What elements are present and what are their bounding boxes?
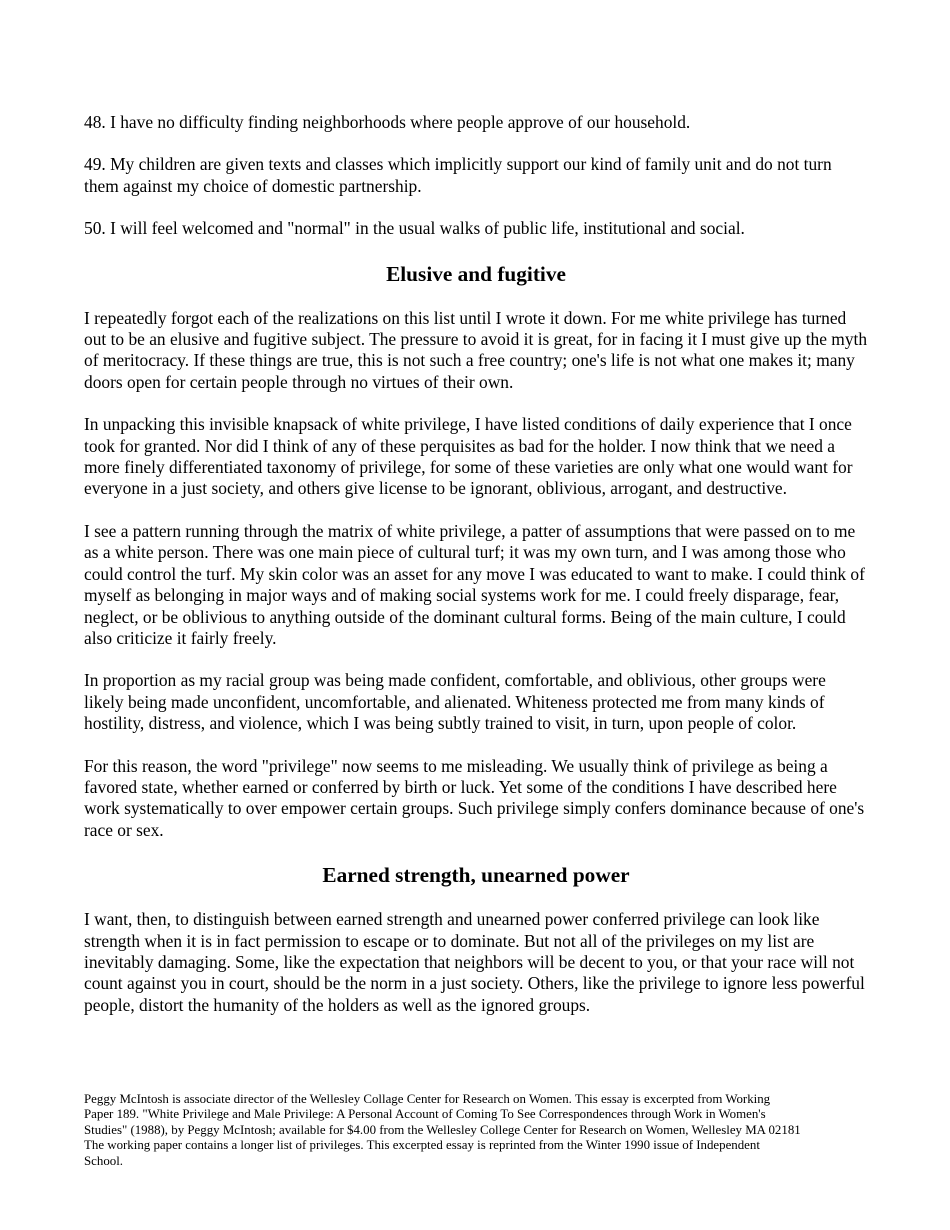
section-heading-elusive: Elusive and fugitive — [386, 261, 566, 286]
paragraph: I want, then, to distinguish between earned strength and unearned power conferred privilege can look like strength when it is in fact permission to escape or to dominate. But not all of the privileges on my list are inevitably damaging. Some, like the expectation that neighbors will be decent to you, or that your race will not count against you in court, should be the norm in a just society. Others, like the privilege to ignore less powerful people, distort the humanity of the holders as well as the ignored groups. — [84, 909, 865, 1015]
paragraph: In unpacking this invisible knapsack of white privilege, I have listed conditions of daily experience that I once took for granted. Nor did I think of any of these perquisites as bad for the holder. I now think that we need a more finely differentiated taxonomy of privilege, for some of these varieties are only what one would want for everyone in a just society, and others give license to be ignorant, oblivious, arrogant, and destructive. — [84, 414, 853, 499]
list-item-49: 49. My children are given texts and classes which implicitly support our kind of family unit and do not turn them against my choice of domestic partnership. — [84, 154, 832, 196]
document-page — [84, 112, 868, 1037]
list-item-50: 50. I will feel welcomed and "normal" in the usual walks of public life, institutional and social. — [84, 218, 745, 239]
footnote-line: Peggy McIntosh is associate director of the Wellesley Collage Center for Research on Women. This essay is excerpted from Working — [84, 1092, 771, 1106]
paragraph: In proportion as my racial group was being made confident, comfortable, and oblivious, other groups were likely being made unconfident, uncomfortable, and alienated. Whiteness protected me from many kinds of hostility, distress, and violence, which I was being subtly trained to visit, in turn, upon people of color. — [84, 670, 826, 734]
list-item-48: 48. I have no difficulty finding neighborhoods where people approve of our household. — [84, 112, 691, 132]
footnote — [84, 1092, 868, 1168]
footnote-line: The working paper contains a longer list of privileges. This excerpted essay is reprinted from the Winter 1990 issue of Independent — [84, 1138, 760, 1153]
paragraph: I repeatedly forgot each of the realizations on this list until I wrote it down. For me white privilege has turned out to be an elusive and fugitive subject. The pressure to avoid it is great, for in facing it I must give up the myth of meritocracy. If these things are true, this is not such a free country; one's life is not what one makes it; many doors open for certain people through no virtues of their own. — [84, 307, 868, 392]
footnote-line: Paper 189. "White Privilege and Male Privilege: A Personal Account of Coming To See Correspondences through Work in Women's — [84, 1107, 766, 1122]
footnote-line: School. — [84, 1153, 124, 1168]
footnote-line: Studies" (1988), by Peggy McIntosh; available for $4.00 from the Wellesley College Center for Research on Women, Wellesley MA 02181 — [84, 1122, 801, 1137]
paragraph: For this reason, the word "privilege" now seems to me misleading. We usually think of privilege as being a favored state, whether earned or conferred by birth or luck. Yet some of the conditions I have described here work systematically to over empower certain groups. Such privilege simply confers dominance because of one's race or sex. — [84, 755, 865, 840]
paragraph: I see a pattern running through the matrix of white privilege, a patter of assumptions that were passed on to me as a white person. There was one main piece of cultural turf; it was my own turn, and I was among those who could control the turf. My skin color was an asset for any move I was educated to want to make. I could think of myself as belonging in major ways and of making social systems work for me. I could freely disparage, fear, neglect, or be oblivious to anything outside of the dominant cultural forms. Being of the main culture, I could also criticize it fairly freely. — [84, 520, 865, 648]
section-heading-earned-strength: Earned strength, unearned power — [322, 863, 630, 888]
